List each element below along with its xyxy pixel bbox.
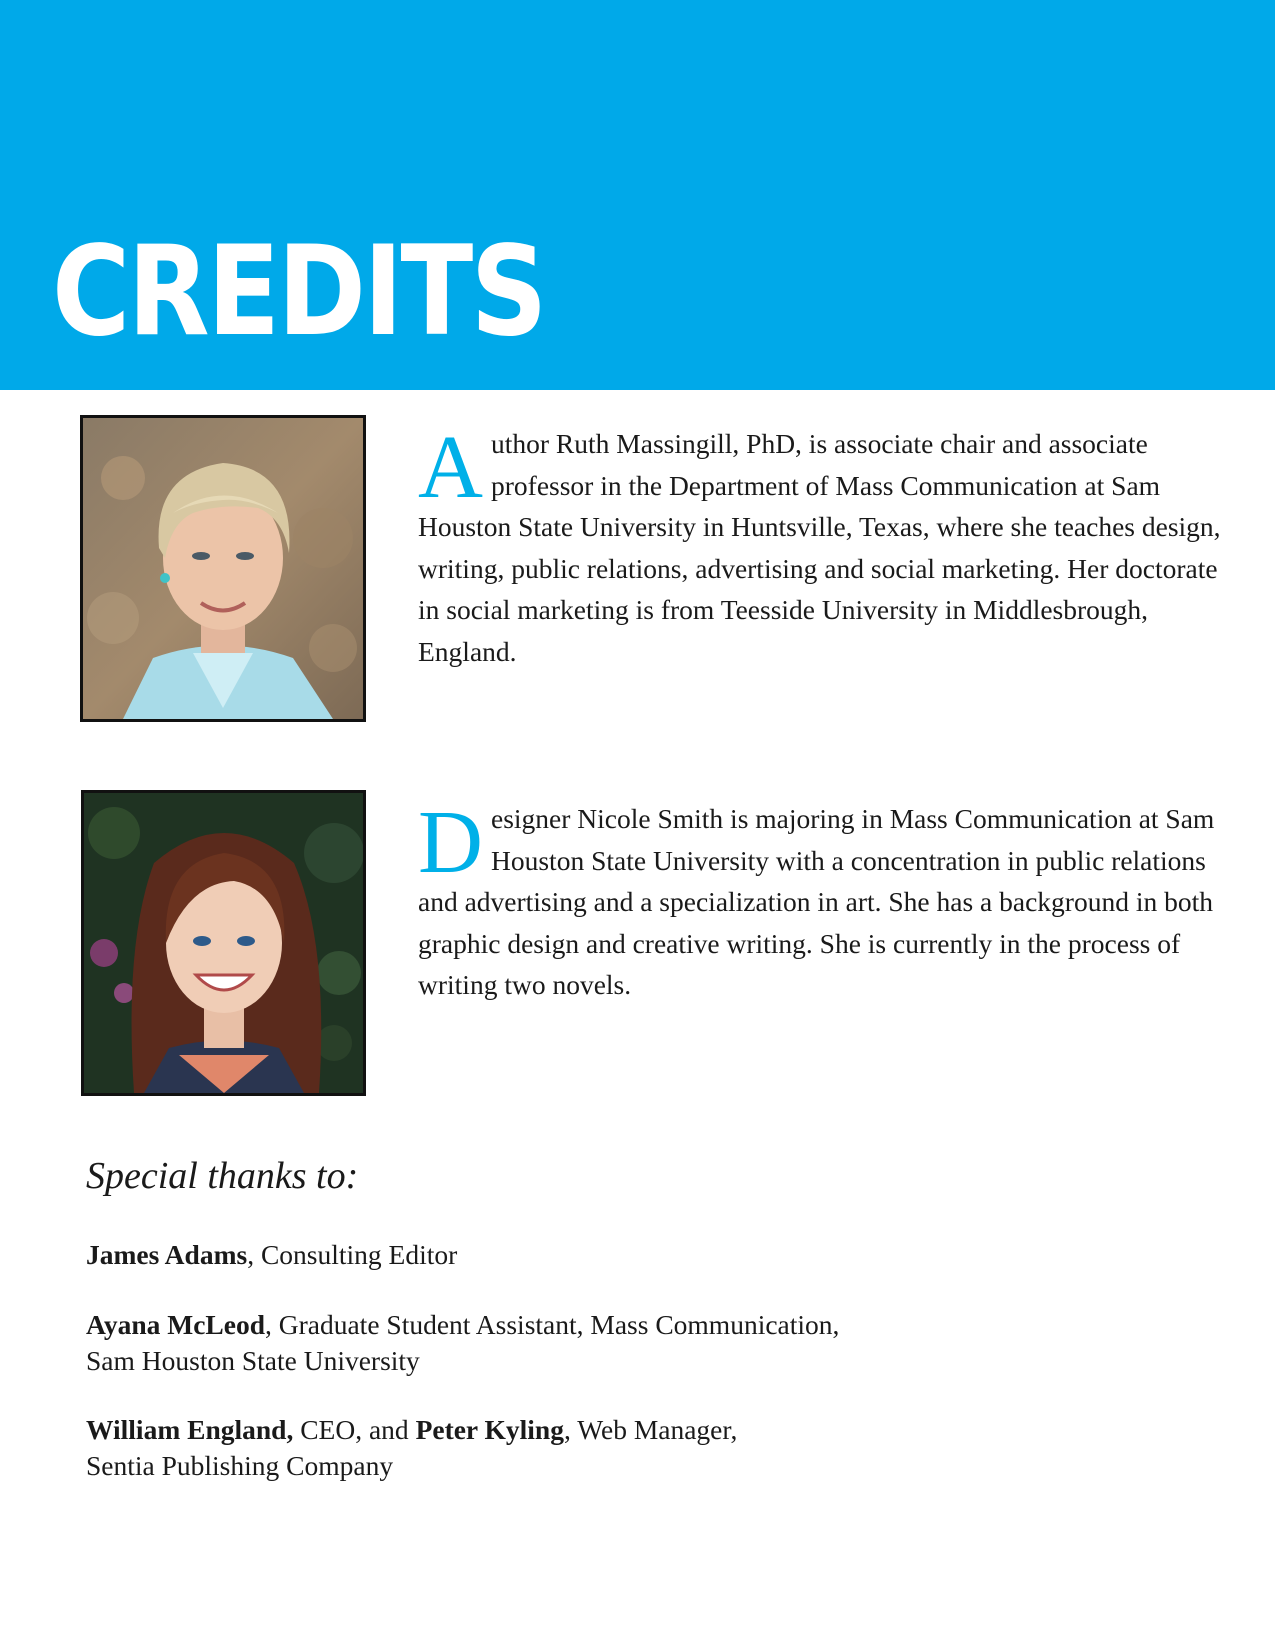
bio-text: uthor Ruth Massingill, PhD, is associate chair and associate professor in the Department of Mass Communication at Sam Houston State University in Huntsville, Texas, where she teaches design, writing, public relations, advertising and social marketing. Her doctorate in social marketing is from Teesside University in Middlesbrough, England. (418, 428, 1221, 667)
author-portrait-illustration (83, 418, 363, 719)
author-portrait-photo (80, 415, 366, 722)
credit-name: Peter Kyling (415, 1414, 564, 1445)
credit-name: Ayana McLeod (86, 1309, 265, 1340)
designer-portrait-photo (81, 790, 366, 1096)
designer-bio (418, 793, 1233, 1006)
special-thanks-heading: Special thanks to: (86, 1155, 359, 1197)
credit-role: , Graduate Student Assistant, Mass Communication, (265, 1309, 840, 1340)
designer-portrait-illustration (84, 793, 363, 1093)
header-banner (0, 0, 1275, 390)
author-bio (418, 418, 1233, 672)
credit-affiliation: Sam Houston State University (86, 1345, 420, 1376)
credit-entry (86, 1412, 1136, 1484)
credit-entry (86, 1237, 1136, 1273)
credit-role: , Web Manager, (563, 1414, 738, 1445)
bio-text: esigner Nicole Smith is majoring in Mass Communication at Sam Houston State University with a concentration in public relations and advertising and a specialization in art. She has a background in both graphic design and creative writing. She is currently in the process of writing two novels. (418, 803, 1215, 1000)
bio-dropcap: A (418, 418, 483, 517)
credit-role: , Consulting Editor (247, 1239, 458, 1270)
credit-role: CEO, and (293, 1414, 416, 1445)
credit-name: James Adams (86, 1239, 248, 1270)
credit-name: William England, (86, 1414, 294, 1445)
page-title: CREDITS (52, 220, 545, 364)
credit-entry (86, 1307, 1136, 1379)
credit-affiliation: Sentia Publishing Company (86, 1450, 394, 1481)
bio-dropcap: D (418, 793, 483, 892)
